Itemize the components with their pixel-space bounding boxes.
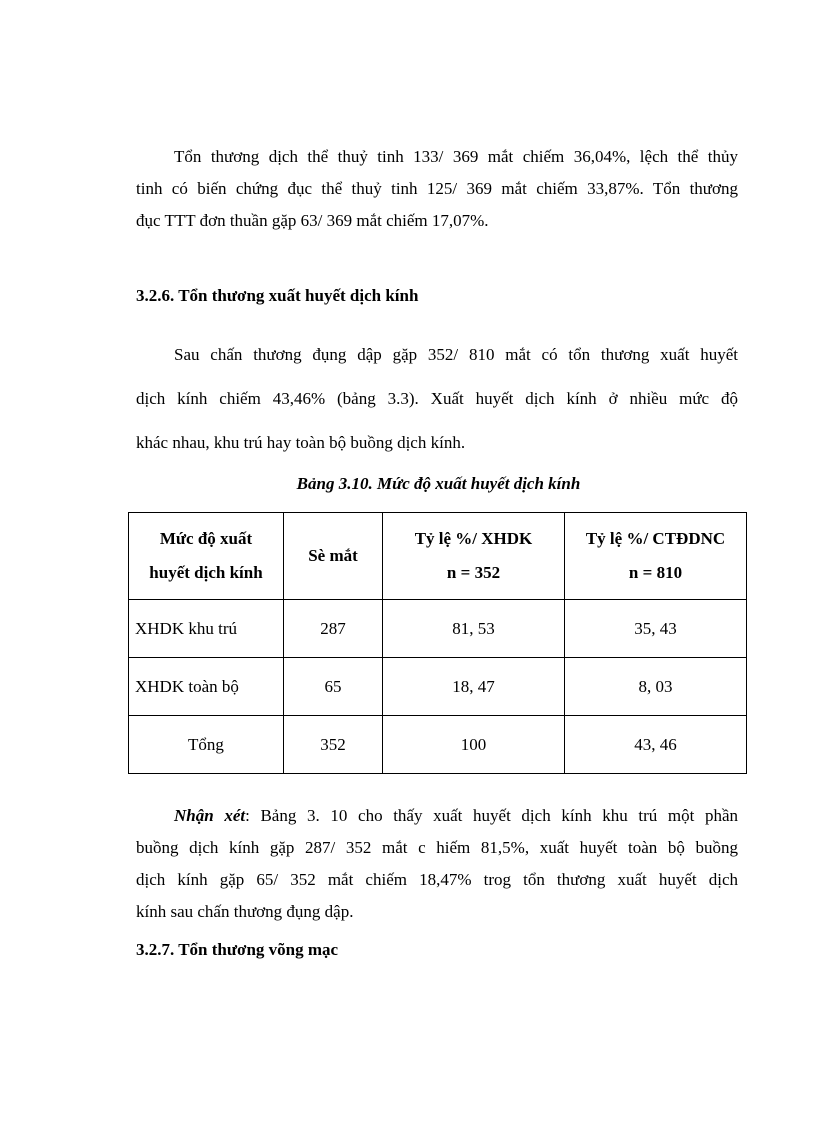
table-cell: 8, 03 bbox=[565, 658, 747, 716]
paragraph-lens-injury bbox=[136, 141, 738, 237]
table-caption: Bảng 3.10. Mức độ xuất huyết dịch kính bbox=[296, 474, 581, 493]
hemorrhage-table bbox=[128, 512, 747, 774]
table-cell: 81, 53 bbox=[383, 600, 565, 658]
table-cell: 352 bbox=[284, 716, 383, 774]
table-cell: 65 bbox=[284, 658, 383, 716]
paragraph-vitreous-hemorrhage bbox=[136, 333, 738, 465]
remark-text: : Bảng 3. 10 cho thấy xuất huyết dịch kính khu trú một phần bbox=[245, 806, 738, 825]
paragraph-line: dịch kính gặp 65/ 352 mắt chiếm 18,47% trog tổn thương xuất huyết dịch bbox=[136, 870, 738, 889]
header-text: Tỷ lệ %/ CTĐDNC bbox=[585, 529, 726, 548]
paragraph-remark bbox=[136, 800, 738, 928]
table-row bbox=[129, 600, 747, 658]
header-rate-xhdk bbox=[383, 513, 565, 600]
header-eye-count: Sè mắt bbox=[284, 513, 383, 600]
table-cell: 287 bbox=[284, 600, 383, 658]
header-text: Mức độ xuất bbox=[159, 529, 253, 548]
paragraph-line: kính sau chấn thương đụng dập. bbox=[136, 902, 354, 921]
paragraph-line: Tổn thương dịch thể thuỷ tinh 133/ 369 mắt chiếm 36,04%, lệch thể thủy bbox=[174, 147, 738, 166]
header-text: Tỷ lệ %/ XHDK bbox=[414, 529, 533, 548]
table-cell: 43, 46 bbox=[565, 716, 747, 774]
paragraph-line: khác nhau, khu trú hay toàn bộ buồng dịch kính. bbox=[136, 433, 466, 452]
paragraph-line: dịch kính chiếm 43,46% (bảng 3.3). Xuất huyết dịch kính ở nhiều mức độ bbox=[136, 389, 738, 408]
header-text: n = 810 bbox=[628, 563, 683, 582]
table-header-row bbox=[129, 513, 747, 600]
table-cell: 35, 43 bbox=[565, 600, 747, 658]
table-cell: Tổng bbox=[129, 716, 284, 774]
paragraph-line: tinh có biến chứng đục thể thuỷ tinh 125/ 369 mắt chiếm 33,87%. Tổn thương bbox=[136, 179, 738, 198]
paragraph-line bbox=[136, 800, 738, 832]
remark-label: Nhận xét bbox=[174, 806, 246, 825]
table-row bbox=[129, 716, 747, 774]
paragraph-line: đục TTT đơn thuần gặp 63/ 369 mắt chiếm 17,07%. bbox=[136, 211, 489, 230]
header-text: huyết dịch kính bbox=[149, 563, 263, 582]
header-severity bbox=[129, 513, 284, 600]
header-text: n = 352 bbox=[446, 563, 501, 582]
paragraph-line: Sau chấn thương đụng dập gặp 352/ 810 mắt có tổn thương xuất huyết bbox=[174, 345, 738, 364]
table-cell: XHDK toàn bộ bbox=[129, 658, 284, 716]
table-cell: 100 bbox=[383, 716, 565, 774]
paragraph-line: buồng dịch kính gặp 287/ 352 mắt c hiếm 81,5%, xuất huyết toàn bộ buồng bbox=[136, 838, 738, 857]
table-row bbox=[129, 658, 747, 716]
table-cell: 18, 47 bbox=[383, 658, 565, 716]
table-cell: XHDK khu trú bbox=[129, 600, 284, 658]
section-heading-retina: 3.2.7. Tổn thương võng mạc bbox=[136, 940, 339, 959]
header-rate-ctddnc bbox=[565, 513, 747, 600]
section-heading-vitreous-hemorrhage: 3.2.6. Tổn thương xuất huyết dịch kính bbox=[136, 286, 419, 305]
